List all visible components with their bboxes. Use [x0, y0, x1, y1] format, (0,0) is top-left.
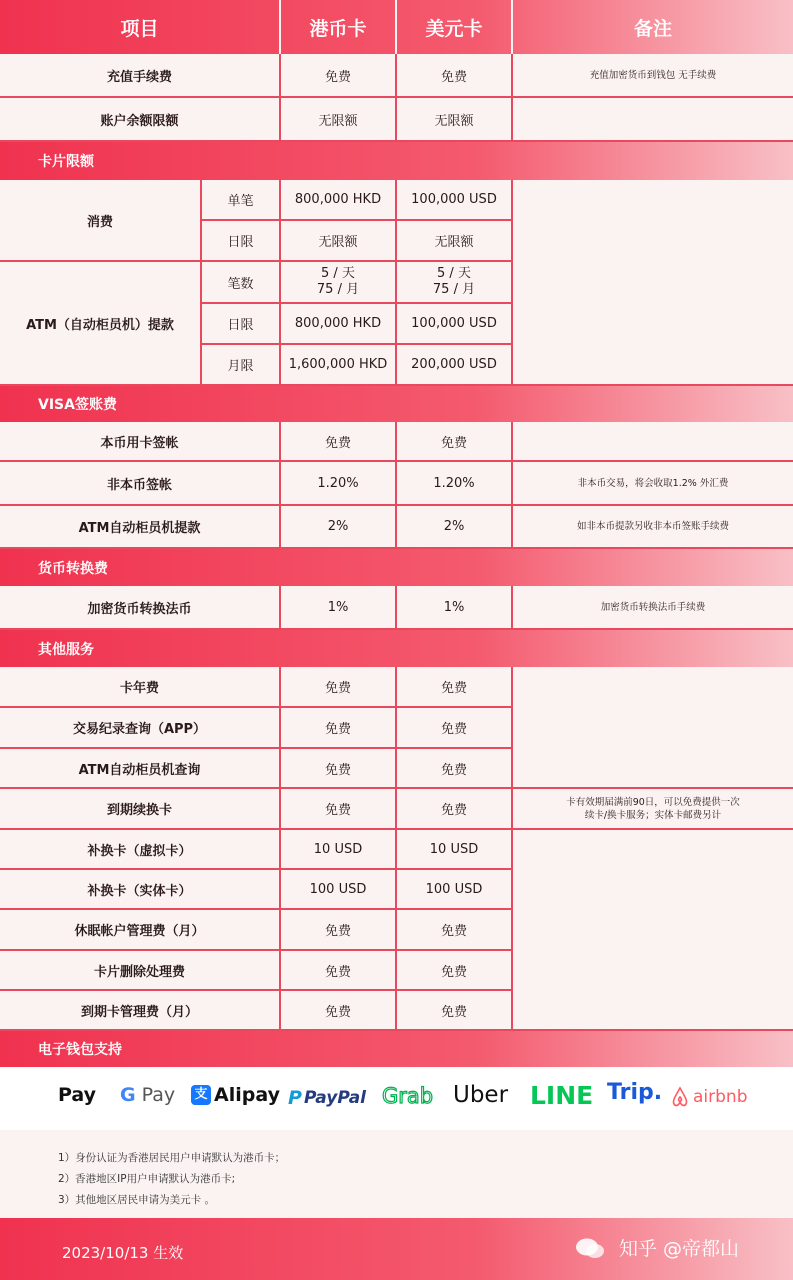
row-hkd: 2% — [281, 506, 397, 549]
atm-hkd: 800,000 HKD — [281, 304, 397, 345]
row-note: 充值加密货币到钱包 无手续费 — [513, 54, 793, 98]
row-usd: 免费 — [397, 991, 513, 1031]
row-usd: 无限额 — [397, 98, 513, 142]
watermark — [575, 1234, 739, 1261]
footnote-1: 1）身份认证为香港居民用户申请默认为港币卡； — [58, 1152, 286, 1164]
grab-logo: Grab — [382, 1084, 434, 1108]
row-hkd: 无限额 — [281, 98, 397, 142]
row-item: 加密货币转换法币 — [0, 586, 281, 630]
spend-sub: 单笔 — [202, 180, 281, 221]
row-usd: 免费 — [397, 789, 513, 830]
row-usd: 免费 — [397, 54, 513, 98]
atm-hkd: 1,600,000 HKD — [281, 345, 397, 386]
trip-logo — [607, 1080, 662, 1105]
row-item: 充值手续费 — [0, 54, 281, 98]
alipay-text: Alipay — [214, 1084, 280, 1106]
row-usd: 免费 — [397, 667, 513, 708]
row-usd: 免费 — [397, 910, 513, 951]
section-other: 其他服务 — [0, 630, 793, 667]
section-card-limit: 卡片限额 — [0, 142, 793, 180]
spend-hkd: 无限额 — [281, 221, 397, 262]
row-item: 补换卡（实体卡） — [0, 870, 281, 910]
header-item: 项目 — [0, 0, 281, 54]
atm-count-hkd — [281, 262, 397, 304]
renew-note — [513, 789, 793, 830]
effective-date: 2023/10/13 生效 — [62, 1244, 184, 1262]
row-item: ATM自动柜员机提款 — [0, 506, 281, 549]
renew-note-line-1: 卡有效期届满前90日，可以免费提供一次 — [566, 796, 740, 808]
header-usd: 美元卡 — [397, 0, 513, 54]
row-hkd: 免费 — [281, 910, 397, 951]
spend-label: 消费 — [0, 180, 202, 262]
google-pay-text: Pay — [141, 1084, 176, 1106]
row-hkd: 免费 — [281, 991, 397, 1031]
atm-usd: 100,000 USD — [397, 304, 513, 345]
row-hkd: 免费 — [281, 708, 397, 749]
spend-usd: 无限额 — [397, 221, 513, 262]
row-item: 账户余额限额 — [0, 98, 281, 142]
trip-text: Trip. — [607, 1080, 663, 1105]
row-usd: 免费 — [397, 708, 513, 749]
row-note: 非本币交易，将会收取1.2% 外汇费 — [513, 462, 793, 506]
row-hkd: 1.20% — [281, 462, 397, 506]
row-note: 如非本币提款另收非本币签账手续费 — [513, 506, 793, 549]
row-item: 本币用卡签帐 — [0, 422, 281, 462]
google-pay-logo — [120, 1084, 175, 1106]
wechat-icon — [575, 1237, 605, 1259]
row-usd: 免费 — [397, 951, 513, 991]
section-wallet: 电子钱包支持 — [0, 1031, 793, 1067]
spend-sub: 日限 — [202, 221, 281, 262]
row-item: 补换卡（虚拟卡） — [0, 830, 281, 870]
row-hkd: 免费 — [281, 422, 397, 462]
renew-note-line-2: 续卡/换卡服务；实体卡邮费另计 — [584, 809, 722, 821]
alipay-logo — [191, 1084, 280, 1106]
other-note-top — [513, 667, 793, 789]
atm-count-sub: 笔数 — [202, 262, 281, 304]
row-item: 到期续换卡 — [0, 789, 281, 830]
paypal-text: PayPal — [303, 1088, 367, 1108]
row-item: 卡年费 — [0, 667, 281, 708]
header-note: 备注 — [633, 17, 672, 40]
row-note — [513, 422, 793, 462]
apple-pay-text: Pay — [58, 1084, 97, 1106]
row-hkd: 免费 — [281, 667, 397, 708]
row-hkd: 免费 — [281, 54, 397, 98]
row-usd: 1% — [397, 586, 513, 630]
watermark-text: 知乎 @帝都山 — [619, 1238, 740, 1260]
airbnb-text: airbnb — [693, 1087, 748, 1107]
row-hkd: 免费 — [281, 789, 397, 830]
spend-hkd: 800,000 HKD — [281, 180, 397, 221]
atm-label: ATM（自动柜员机）提款 — [0, 262, 202, 386]
row-usd: 免费 — [397, 422, 513, 462]
atm-count-hkd-month: 75 / 月 — [316, 282, 360, 297]
row-hkd: 免费 — [281, 951, 397, 991]
google-g-icon: G — [120, 1084, 136, 1106]
row-item: 到期卡管理费（月） — [0, 991, 281, 1031]
card-limit-note — [513, 180, 793, 386]
row-hkd: 1% — [281, 586, 397, 630]
row-usd: 10 USD — [397, 830, 513, 870]
section-fx: 货币转换费 — [0, 549, 793, 586]
footnote-3: 3）其他地区居民申请为美元卡 。 — [58, 1194, 216, 1206]
apple-pay-logo — [58, 1084, 96, 1106]
row-hkd: 免费 — [281, 749, 397, 789]
row-hkd: 100 USD — [281, 870, 397, 910]
row-usd: 1.20% — [397, 462, 513, 506]
other-note-bottom — [513, 830, 793, 1031]
row-item: 交易纪录查询（APP） — [0, 708, 281, 749]
row-usd: 100 USD — [397, 870, 513, 910]
footnotes — [0, 1130, 793, 1218]
alipay-icon: 支 — [191, 1085, 211, 1105]
atm-sub: 月限 — [202, 345, 281, 386]
line-logo: LINE — [530, 1081, 594, 1110]
atm-count-usd — [397, 262, 513, 304]
row-usd: 免费 — [397, 749, 513, 789]
atm-sub: 日限 — [202, 304, 281, 345]
spend-usd: 100,000 USD — [397, 180, 513, 221]
airbnb-icon — [670, 1086, 690, 1108]
paypal-logo — [288, 1087, 366, 1109]
row-item: 休眠帐户管理费（月） — [0, 910, 281, 951]
atm-count-hkd-day: 5 / 天 — [321, 266, 355, 281]
header-hkd: 港币卡 — [281, 0, 397, 54]
airbnb-logo — [670, 1086, 748, 1108]
atm-usd: 200,000 USD — [397, 345, 513, 386]
section-visa: VISA签账费 — [0, 386, 793, 422]
footnote-2: 2）香港地区IP用户申请默认为港币卡; — [58, 1173, 236, 1185]
paypal-icon: P — [288, 1087, 302, 1109]
row-item: 非本币签帐 — [0, 462, 281, 506]
row-note — [513, 98, 793, 142]
uber-logo: Uber — [453, 1082, 509, 1108]
row-item: ATM自动柜员机查询 — [0, 749, 281, 789]
row-note: 加密货币转换法币手续费 — [513, 586, 793, 630]
atm-count-usd-day: 5 / 天 — [437, 266, 471, 281]
row-item: 卡片删除处理费 — [0, 951, 281, 991]
atm-count-usd-month: 75 / 月 — [432, 282, 476, 297]
row-hkd: 10 USD — [281, 830, 397, 870]
row-usd: 2% — [397, 506, 513, 549]
